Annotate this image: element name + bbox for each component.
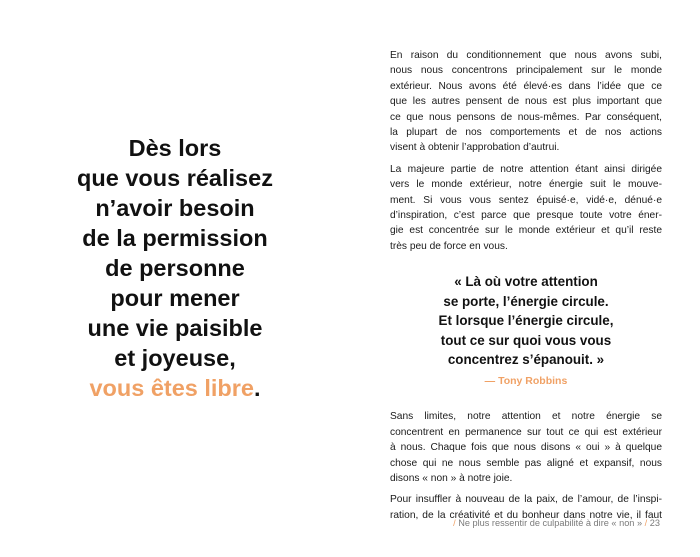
text-line: que les autres pensent de nous est plus important que bbox=[390, 96, 662, 108]
text-line: disons « non » à notre joie. bbox=[390, 472, 513, 484]
footer-slash: / bbox=[644, 518, 648, 528]
quote-end-punct: . bbox=[254, 375, 261, 401]
text-line: gie est concentrée sur le monde extérieur et qu’il reste bbox=[390, 225, 662, 237]
quote-line: de personne bbox=[105, 255, 245, 281]
quote-final-line bbox=[0, 373, 350, 403]
text-line: à nous. Chaque fois que nous disons « oui » à quelque bbox=[390, 442, 662, 454]
text-line: ration, de la créativité et du bonheur dans notre vie, il faut bbox=[390, 509, 662, 521]
pull-quote bbox=[390, 272, 662, 369]
text-line: En raison du conditionnement que nous avons subi, bbox=[390, 50, 662, 61]
text-line: Pour insuffler à nouveau de la paix, de l’amour, de l’inspi- bbox=[390, 494, 662, 506]
quote-line: que vous réalisez bbox=[77, 165, 273, 191]
pull-quote-line: concentrez s’épanouit. » bbox=[447, 351, 605, 367]
paragraph-3 bbox=[390, 409, 662, 486]
text-line: ment. Si vous vous sentez épuisé·e, vidé·e, dénué·e bbox=[390, 194, 662, 206]
left-highlight-quote bbox=[0, 133, 350, 403]
quote-line: n’avoir besoin bbox=[95, 195, 255, 221]
text-line: la plupart de nos comportements et de nos actions bbox=[390, 127, 662, 139]
text-line: ce que nous pensons de nous-mêmes. Par conséquent, bbox=[390, 111, 662, 123]
footer-slash: / bbox=[453, 518, 456, 528]
text-line: extérieur. Nous avons été élevé·es dans l’idée que ce bbox=[390, 80, 662, 92]
footer-chapter-title: Ne plus ressentir de culpabilité à dire « non » bbox=[458, 518, 643, 528]
text-line: visent à obtenir l’approbation d’autrui. bbox=[390, 142, 560, 154]
text-line: chose qui ne nous semble pas aligné et expansif, nous bbox=[390, 457, 662, 469]
quote-line: une vie paisible bbox=[87, 315, 263, 341]
page-number: 23 bbox=[649, 518, 660, 528]
pull-quote-line: « Là où votre attention bbox=[454, 274, 598, 290]
quote-line: de la permission bbox=[82, 225, 268, 251]
pull-quote-line: tout ce sur quoi vous vous bbox=[440, 332, 612, 348]
text-line: Sans limites, notre attention et notre énergie se bbox=[390, 411, 662, 423]
quote-line: et joyeuse, bbox=[114, 345, 236, 371]
text-line: très peu de force en vous. bbox=[390, 240, 508, 252]
paragraph-1 bbox=[390, 48, 662, 156]
quote-line: pour mener bbox=[110, 285, 240, 311]
text-line: La majeure partie de notre attention étant ainsi dirigée bbox=[390, 163, 662, 175]
quote-attribution: — Tony Robbins bbox=[484, 375, 568, 388]
text-line: nous nous concentrons principalement sur le monde bbox=[390, 65, 662, 77]
pull-quote-line: se porte, l’énergie circule. bbox=[443, 293, 609, 309]
quote-accent-text: vous êtes libre bbox=[89, 375, 255, 401]
quote-line: Dès lors bbox=[128, 135, 222, 161]
right-page bbox=[390, 48, 662, 529]
pull-quote-line: Et lorsque l’énergie circule, bbox=[438, 313, 614, 329]
text-line: concentrent en permanence sur tout ce qui est extérieur bbox=[390, 426, 662, 438]
paragraph-2 bbox=[390, 162, 662, 254]
text-line: vers le monde extérieur, notre énergie suit le mouve- bbox=[390, 179, 662, 191]
page-footer bbox=[453, 518, 660, 528]
text-line: d’inspiration, c’est parce que presque toute votre éner- bbox=[390, 210, 662, 222]
